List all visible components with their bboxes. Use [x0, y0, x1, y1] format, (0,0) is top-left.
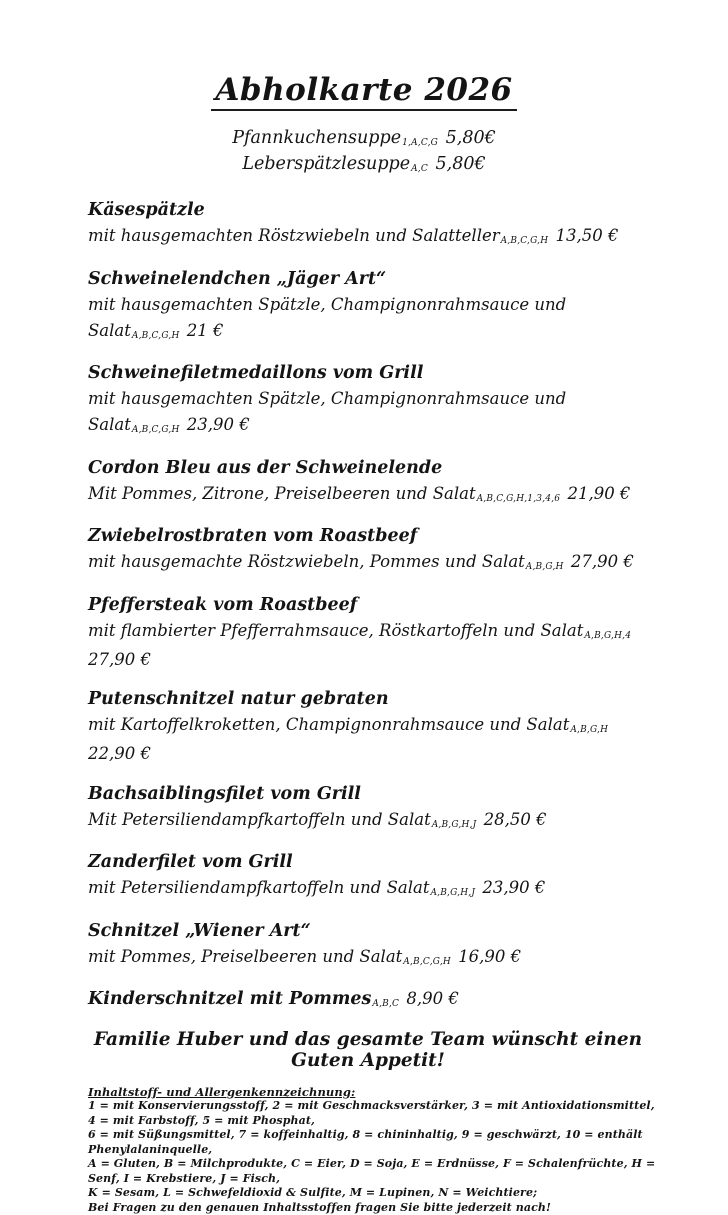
item-price: 23,90 € — [482, 878, 545, 897]
soup-name: Pfannkuchensuppe — [232, 128, 401, 148]
item-description: mit flambierter Pfefferrahmsauce, Röstkartoffeln und Salat — [88, 621, 583, 640]
menu-item — [88, 523, 658, 578]
item-name-line — [88, 781, 658, 807]
menu-item — [88, 592, 658, 673]
soups-section — [88, 127, 640, 179]
item-allergens: A,B,C,G,H — [131, 331, 182, 341]
item-description: Mit Petersiliendampfkartoffeln und Salat — [88, 810, 431, 829]
item-name-line — [88, 849, 658, 875]
page-title: Abholkarte 2026 — [211, 72, 516, 111]
menu-item — [88, 686, 658, 767]
item-price: 22,90 € — [88, 744, 151, 763]
item-name-line — [88, 455, 658, 481]
item-allergens: A,B,C,G,H — [131, 425, 182, 435]
item-allergens: A,B,G,H — [569, 725, 610, 735]
menu-item — [88, 197, 658, 252]
legend-line: A = Gluten, B = Milchprodukte, C = Eier, D = Soja, E = Erdnüsse, F = Schalenfrüchte, H = Senf, I = Krebstiere, J = Fisch, — [88, 1157, 658, 1186]
item-allergens: A,B,G,H,4 — [583, 631, 633, 641]
soup-name: Leberspätzlesuppe — [242, 154, 410, 174]
item-price: 23,90 € — [187, 415, 250, 434]
item-description: mit Pommes, Preiselbeeren und Salat — [88, 947, 402, 966]
menu-item — [88, 918, 658, 973]
closing-message: Familie Huber und das gesamte Team wünscht einen Guten Appetit! — [88, 1029, 648, 1071]
item-name: Cordon Bleu aus der Schweinelende — [88, 458, 442, 478]
legend-lines — [88, 1099, 658, 1215]
item-description: mit hausgemachten Röstzwiebeln und Salatteller — [88, 226, 500, 245]
item-desc-line — [88, 549, 658, 578]
item-price: 21 € — [187, 321, 224, 340]
item-name-line — [88, 986, 658, 1015]
item-name: Zwiebelrostbraten vom Roastbeef — [88, 526, 417, 546]
item-desc-line — [88, 712, 658, 767]
menu-item — [88, 455, 658, 510]
item-desc-line — [88, 292, 658, 347]
allergen-legend — [88, 1085, 658, 1215]
soup-allergens: A,C — [410, 164, 430, 174]
item-name: Käsespätzle — [88, 200, 205, 220]
item-name: Schweinelendchen „Jäger Art“ — [88, 269, 386, 289]
item-desc-line — [88, 481, 658, 510]
item-name-line — [88, 686, 658, 712]
item-name: Schweinefiletmedaillons vom Grill — [88, 363, 423, 383]
item-price: 13,50 € — [556, 226, 619, 245]
item-description: mit Kartoffelkroketten, Champignonrahmsauce und Salat — [88, 715, 569, 734]
item-price: 27,90 € — [571, 552, 634, 571]
item-name: Bachsaiblingsfilet vom Grill — [88, 784, 361, 804]
item-price: 16,90 € — [458, 947, 521, 966]
item-name: Pfeffersteak vom Roastbeef — [88, 595, 357, 615]
item-desc-line — [88, 807, 658, 836]
menu-item — [88, 849, 658, 904]
item-name-line — [88, 918, 658, 944]
item-desc-line — [88, 944, 658, 973]
item-allergens: A,B,G,H — [525, 562, 566, 572]
legend-line: Bei Fragen zu den genauen Inhaltsstoffen fragen Sie bitte jederzeit nach! — [88, 1201, 658, 1215]
item-name-line — [88, 523, 658, 549]
item-name: Schnitzel „Wiener Art“ — [88, 921, 311, 941]
item-price: 8,90 € — [406, 989, 458, 1008]
item-name-line — [88, 266, 658, 292]
soup-item — [88, 127, 640, 153]
item-allergens: A,B,C,G,H — [402, 957, 453, 967]
menu-item — [88, 986, 658, 1015]
item-name-line — [88, 197, 658, 223]
menu-items-section — [88, 197, 658, 1015]
item-name: Kinderschnitzel mit Pommes — [88, 989, 371, 1009]
item-desc-line — [88, 223, 658, 252]
item-description: mit hausgemachten Spätzle, Champignonrahmsauce und Salat — [88, 389, 566, 434]
menu-item — [88, 266, 658, 347]
item-price: 28,50 € — [484, 810, 547, 829]
item-description: mit Petersiliendampfkartoffeln und Salat — [88, 878, 429, 897]
item-allergens: A,B,C,G,H,1,3,4,6 — [476, 494, 563, 504]
item-name-line — [88, 592, 658, 618]
item-description: Mit Pommes, Zitrone, Preiselbeeren und Salat — [88, 484, 476, 503]
item-description: mit hausgemachten Spätzle, Champignonrahmsauce und Salat — [88, 295, 566, 340]
item-price: 21,90 € — [567, 484, 630, 503]
menu-item — [88, 781, 658, 836]
item-price: 27,90 € — [88, 650, 151, 669]
legend-line: 6 = mit Süßungsmittel, 7 = koffeinhaltig, 8 = chininhaltig, 9 = geschwärzt, 10 = enthält Phenylalaninquelle, — [88, 1128, 658, 1157]
soup-item — [88, 153, 640, 179]
item-allergens: A,B,C,G,H — [500, 236, 551, 246]
legend-line: 1 = mit Konservierungsstoff, 2 = mit Geschmacksverstärker, 3 = mit Antioxidationsmittel, 4 = mit Farbstoff, 5 = mit Phosphat, — [88, 1099, 658, 1128]
menu-item — [88, 360, 658, 441]
item-allergens: A,B,G,H,J — [431, 820, 479, 830]
title-wrap — [88, 72, 640, 111]
item-description: mit hausgemachte Röstzwiebeln, Pommes und Salat — [88, 552, 525, 571]
item-name-line — [88, 360, 658, 386]
item-desc-line — [88, 618, 658, 673]
soup-price: 5,80€ — [446, 128, 496, 148]
soup-allergens: 1,A,C,G — [401, 138, 440, 148]
item-allergens: A,B,G,H,J — [429, 888, 477, 898]
legend-heading: Inhaltstoff- und Allergenkennzeichnung: — [88, 1085, 658, 1100]
item-name: Zanderfilet vom Grill — [88, 852, 293, 872]
item-inline-tail — [371, 989, 458, 1008]
item-desc-line — [88, 386, 658, 441]
item-allergens: A,B,C — [371, 999, 401, 1009]
item-desc-line — [88, 875, 658, 904]
legend-line: K = Sesam, L = Schwefeldioxid & Sulfite, M = Lupinen, N = Weichtiere; — [88, 1186, 658, 1201]
soup-price: 5,80€ — [436, 154, 486, 174]
item-name: Putenschnitzel natur gebraten — [88, 689, 389, 709]
